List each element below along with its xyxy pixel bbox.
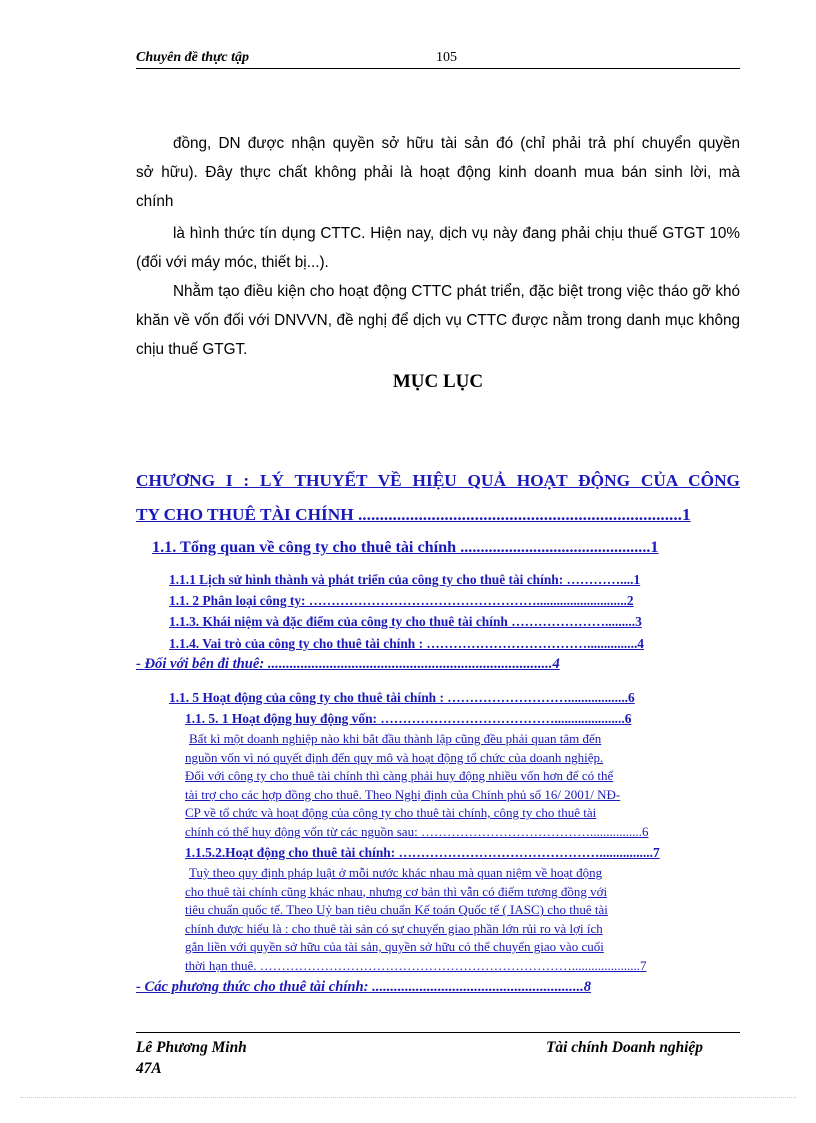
toc-paragraph-line: chính được hiểu là : cho thuê tài sản có sự chuyển giao phần lớn rủi ro và lợi ích [185,920,603,936]
page-edge-divider [20,1097,796,1098]
toc-link-section-1-1-3[interactable]: 1.1.3. Khái niệm và đặc điểm của công ty cho thuê tài chính ………………….........3 [169,614,642,629]
toc-paragraph-line: Bất kì một doanh nghiệp nào khi bắt đầu thành lập cũng đều phải quan tâm đến [189,731,602,746]
toc-link-section-1-1[interactable]: 1.1. Tổng quan về công ty cho thuê tài chính ...............................................1 [152,538,659,556]
footer-department: Tài chính Doanh nghiệp [546,1039,703,1056]
toc-paragraph-line: tài trợ cho các hợp đồng cho thuê. Theo Nghị định của Chính phủ số 16/ 2001/ NĐ- [185,786,621,802]
toc-link-section-1-1-1[interactable]: 1.1.1 Lịch sử hình thành và phát triển của công ty cho thuê tài chính: …………....1 [169,572,641,587]
page-header [136,50,740,69]
body-paragraph-text: Nhằm tạo điều kiện cho hoạt động CTTC phát triển, đặc biệt trong việc tháo gỡ khó khăn về vốn đối với DNVVN, đề nghị để dịch vụ CTTC được nằm trong danh mục không chịu thuế GTGT. [136,283,740,358]
body-line: sở hữu). Đây thực chất không phải là hoạt động kinh doanh mua bán sinh lời, mà [136,164,740,181]
header-title: Chuyên đề thực tập [136,50,250,65]
body-paragraph-2 [136,219,740,277]
toc-paragraph-line: CP về tổ chức và hoạt động của công ty cho thuê tài chính, công ty cho thuê tài [185,805,597,820]
footer-divider [136,1032,740,1033]
toc-link-chapter-1-line-2[interactable]: TY CHO THUÊ TÀI CHÍNH ...........................................................................1 [136,505,691,524]
toc-link-section-1-1-5-1[interactable]: 1.1. 5. 1 Hoạt động huy động vốn: ………………………………….....................6 [185,711,632,726]
toc-link-paragraph-1[interactable] [185,730,740,841]
page-number: 105 [436,50,457,65]
footer-author: Lê Phương Minh [136,1039,247,1056]
toc-link-chapter-1-line-1[interactable]: CHƯƠNG I : LÝ THUYẾT VỀ HIỆU QUẢ HOẠT ĐỘNG CỦA CÔNG [136,471,740,490]
toc-heading: MỤC LỤC [392,371,484,392]
footer-class: 47A [136,1060,162,1077]
footer-author-block [136,1037,247,1079]
body-line: đồng, DN được nhận quyền sở hữu tài sản đó (chỉ phải trả phí chuyển quyền [173,135,740,152]
toc-paragraph-line: cho thuê tài chính cũng khác nhau, nhưng cơ bản thì vẫn có điểm tương đồng với [185,883,608,899]
toc-link-section-1-1-2[interactable]: 1.1. 2 Phân loại công ty: ……………………………………………...........................2 [169,593,634,608]
toc-link-section-1-1-4[interactable]: 1.1.4. Vai trò của công ty cho thuê tài chính : ………………………………...............4 [169,636,645,651]
toc-paragraph-line: chính có thể huy động vốn từ các nguồn sau: …………………………………................6 [185,823,649,839]
body-paragraph-3 [136,277,740,364]
toc-link-paragraph-2[interactable] [185,864,740,975]
toc-link-methods[interactable]: - Các phương thức cho thuê tài chính: ..........................................................8 [136,979,592,995]
toc-link-lessee[interactable]: - Đối với bên đi thuê: ..............................................................................4 [136,656,560,672]
toc-paragraph-line: tiêu chuẩn quốc tế. Theo Uỷ ban tiêu chuẩn Kế toán Quốc tế ( IASC) cho thuê tài [185,902,608,917]
toc-paragraph-line: gắn liền với quyền sở hữu của tài sản, quyền sở hữu có thể chuyển giao vào cuối [185,939,604,954]
body-line: chính [136,193,174,210]
body-paragraph-1 [136,129,740,216]
toc-link-section-1-1-5[interactable]: 1.1. 5 Hoạt động của công ty cho thuê tài chính : ………………………..................6 [169,690,635,705]
toc-paragraph-line: Đối với công ty cho thuê tài chính thì càng phải huy động nhiều vốn hơn để có thể [185,768,614,783]
toc-paragraph-line: thời hạn thuê. ……………………………………………………………….....................7 [185,957,647,973]
body-paragraph-text: là hình thức tín dụng CTTC. Hiện nay, dịch vụ này đang phải chịu thuế GTGT 10% (đối với máy móc, thiết bị...). [136,225,740,271]
toc-paragraph-line: Tuỳ theo quy định pháp luật ở mỗi nước khác nhau mà quan niệm về hoạt động [189,865,603,880]
toc-paragraph-line: nguồn vốn vì nó quyết định đến quy mô và hoạt động tổ chức của doanh nghiệp. [185,749,604,765]
toc-link-section-1-1-5-2[interactable]: 1.1.5.2.Hoạt động cho thuê tài chính: ………………………………………................7 [185,845,660,860]
